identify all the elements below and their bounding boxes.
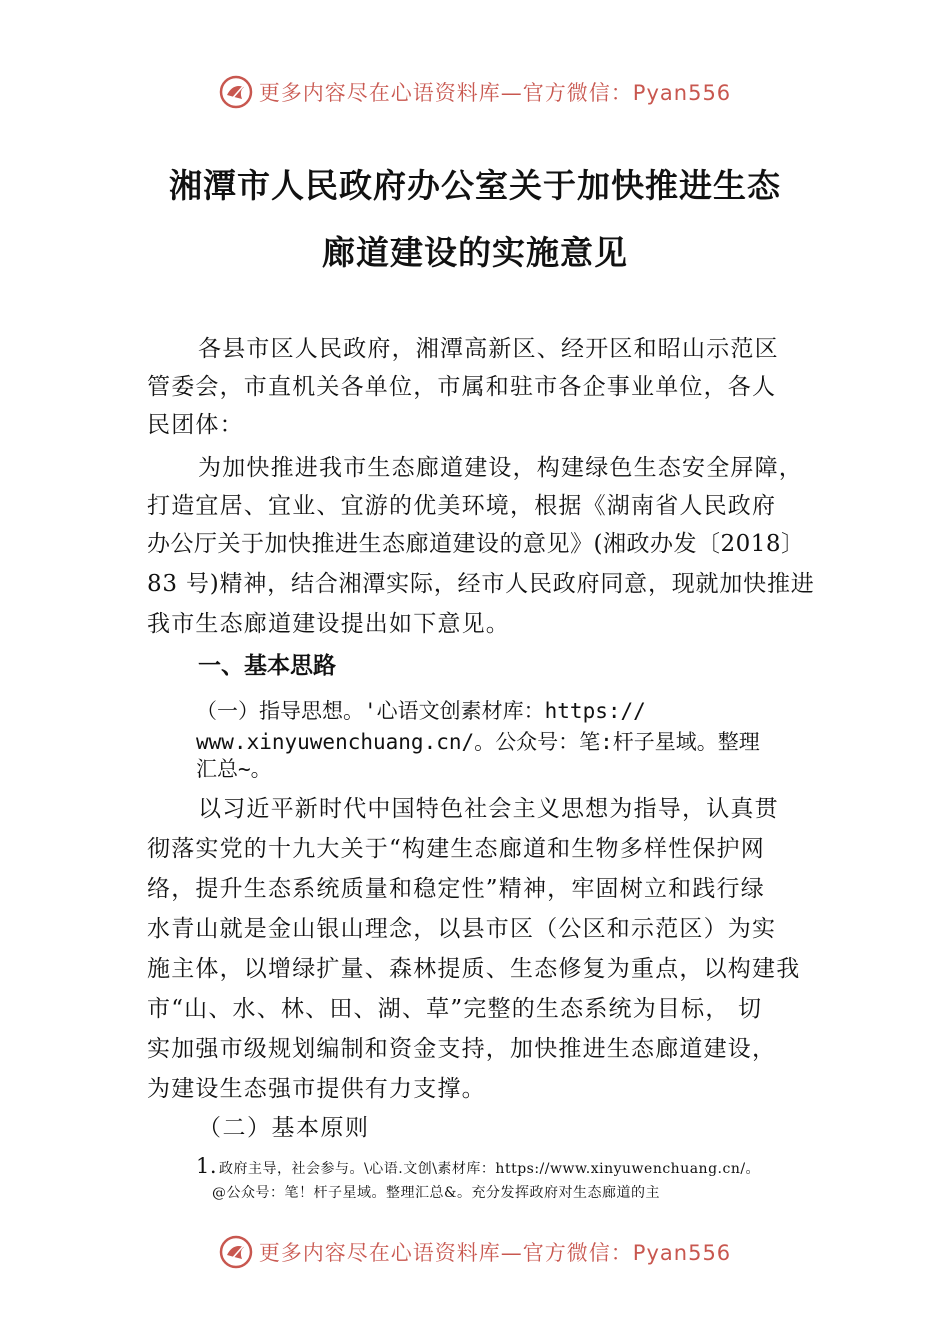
guide-line: 汇总~。 bbox=[196, 757, 272, 781]
paragraph-line: 民团体： bbox=[147, 412, 244, 438]
banner-text: 更多内容尽在心语资料库—官方微信：Pyan556 bbox=[258, 81, 732, 105]
paragraph-line: 实加强市级规划编制和资金支持，加快推进生态廊道建设， bbox=[147, 1036, 777, 1062]
paragraph-line: 办公厅关于加快推进生态廊道建设的意见》(湘政办发〔2018〕 bbox=[147, 531, 805, 557]
paragraph-line: 打造宜居、宜业、宜游的优美环境，根据《湖南省人民政府 bbox=[147, 493, 777, 519]
document-title-line-2: 廊道建设的实施意见 bbox=[322, 233, 628, 272]
section-heading-2: （二）基本原则 bbox=[198, 1115, 370, 1141]
list-item-text: 政府主导，社会参与。\心语.文创\素材库：https://www.xinyuwenchuang.cn/。 bbox=[219, 1161, 761, 1177]
paragraph-line: 络，提升生态系统质量和稳定性”精神，牢固树立和践行绿 bbox=[147, 876, 765, 902]
paragraph-line: 水青山就是金山银山理念，以县市区（公区和示范区）为实 bbox=[147, 916, 777, 942]
guide-line: （一）指导思想。'心语文创素材库：https:// bbox=[196, 699, 646, 723]
document-title-line-1: 湘潭市人民政府办公室关于加快推进生态 bbox=[169, 166, 781, 205]
paragraph-line: 以习近平新时代中国特色社会主义思想为指导，认真贯 bbox=[198, 796, 779, 822]
paragraph-line: 我市生态廊道建设提出如下意见。 bbox=[147, 611, 510, 637]
section-heading-1: 一、基本思路 bbox=[198, 653, 336, 679]
paragraph-line: 为加快推进我市生态廊道建设，构建绿色生态安全屏障， bbox=[198, 455, 803, 481]
paragraph-line: 施主体，以增绿扩量、森林提质、生态修复为重点，以构建我 bbox=[147, 956, 801, 982]
fish-seal-icon bbox=[219, 1235, 253, 1269]
list-item-1-line-2: @公众号：笔！杆子星域。整理汇总&。充分发挥政府对生态廊道的主 bbox=[212, 1185, 660, 1201]
paragraph-line: 市“山、水、林、田、湖、草”完整的生态系统为目标， 切 bbox=[147, 996, 763, 1022]
banner-text: 更多内容尽在心语资料库—官方微信：Pyan556 bbox=[258, 1241, 732, 1265]
paragraph-line: 彻落实党的十九大关于“构建生态廊道和生物多样性保护网 bbox=[147, 836, 765, 862]
watermark-banner-top bbox=[0, 72, 950, 112]
guide-line: www.xinyuwenchuang.cn/。公众号：笔:杆子星域。整理 bbox=[196, 730, 760, 754]
fish-seal-icon bbox=[219, 75, 253, 109]
paragraph-line: 管委会，市直机关各单位，市属和驻市各企事业单位，各人 bbox=[147, 374, 777, 400]
paragraph-line: 83 号)精神，结合湘潭实际，经市人民政府同意，现就加快推进 bbox=[147, 571, 815, 597]
watermark-banner-bottom bbox=[0, 1232, 950, 1272]
list-item-1-line-1 bbox=[196, 1156, 760, 1179]
list-item-number: 1. bbox=[196, 1154, 218, 1178]
paragraph-line: 各县市区人民政府，湘潭高新区、经开区和昭山示范区 bbox=[198, 336, 779, 362]
paragraph-line: 为建设生态强市提供有力支撑。 bbox=[147, 1076, 486, 1102]
